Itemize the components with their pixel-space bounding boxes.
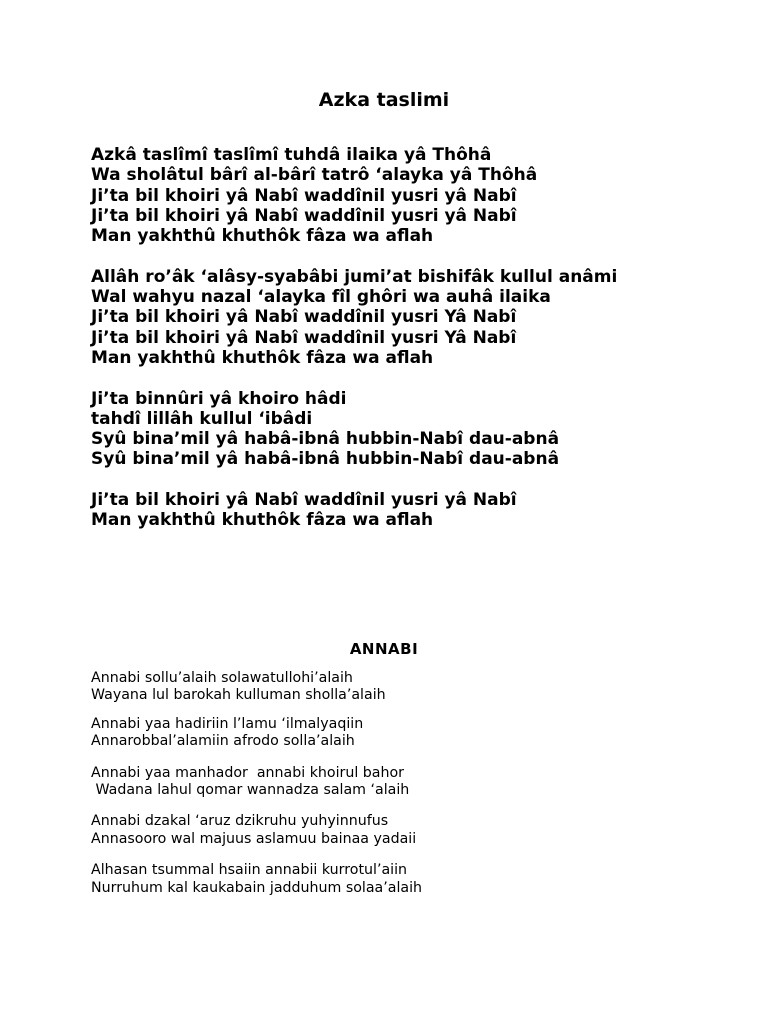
lyric-line: Ji’ta bil khoiri yâ Nabî waddînil yusri Yâ Nabî xyxy=(91,327,517,348)
stanza-5 xyxy=(91,862,681,897)
stanza-4 xyxy=(91,490,681,531)
lyric-line: Nurruhum kal kaukabain jadduhum solaa’alaih xyxy=(91,879,423,896)
stanza-1 xyxy=(91,145,681,246)
stanza-2 xyxy=(91,716,681,751)
lyric-line: Ji’ta binnûri yâ khoiro hâdi xyxy=(91,388,347,409)
lyric-line: Wal wahyu nazal ‘alayka fîl ghôri wa auhâ ilaika xyxy=(91,287,551,308)
stanza-3 xyxy=(91,389,681,470)
lyric-line: Annabi dzakal ‘aruz dzikruhu yuhyinnufus xyxy=(91,813,389,830)
lyric-line: Annabi sollu’alaih solawatullohi’alaih xyxy=(91,670,353,686)
lyric-line: tahdî lillâh kullul ‘ibâdi xyxy=(91,408,313,429)
lyric-line: Ji’ta bil khoiri yâ Nabî waddînil yusri Yâ Nabî xyxy=(91,307,517,328)
lyric-line: Ji’ta bil khoiri yâ Nabî waddînil yusri yâ Nabî xyxy=(91,205,517,226)
song-title-azka-taslimi: Azka taslimi xyxy=(318,89,450,111)
lyric-line: Ji’ta bil khoiri yâ Nabî waddînil yusri yâ Nabî xyxy=(91,185,517,206)
stanza-2 xyxy=(91,267,681,368)
lyric-line: Alhasan tsummal hsaiin annabii kurrotul’aiin xyxy=(91,862,408,879)
lyric-line: Annasooro wal majuus aslamuu bainaa yadaii xyxy=(91,830,417,847)
lyric-line: Syû bina’mil yâ habâ-ibnâ hubbin-Nabî dau-abnâ xyxy=(91,429,560,450)
song-title-annabi: ANNABI xyxy=(349,640,419,658)
song-lyrics-annabi xyxy=(91,670,681,897)
lyric-line: Man yakhthû khuthôk fâza wa aflah xyxy=(91,226,434,247)
stanza-3 xyxy=(91,765,681,800)
lyric-line: Azkâ taslîmî taslîmî tuhdâ ilaika yâ Thôhâ xyxy=(91,145,492,165)
stanza-4 xyxy=(91,813,681,848)
song-lyrics-azka-taslimi xyxy=(91,145,681,531)
lyric-line: Allâh ro’âk ‘alâsy-syabâbi jumi’at bishifâk kullul anâmi xyxy=(91,266,618,287)
lyric-line: Man yakhthû khuthôk fâza wa aflah xyxy=(91,347,434,368)
lyric-line: Syû bina’mil yâ habâ-ibnâ hubbin-Nabî dau-abnâ xyxy=(91,449,560,470)
lyric-line: Annabi yaa manhador annabi khoirul bahor xyxy=(91,764,405,781)
lyric-line: Annabi yaa hadiriin l’lamu ‘ilmalyaqiin xyxy=(91,715,364,732)
lyric-line: Wadana lahul qomar wannadza salam ‘alaih xyxy=(91,782,410,799)
lyric-line: Annarobbal’alamiin afrodo solla’alaih xyxy=(91,733,355,750)
lyric-line: Wayana lul barokah kulluman sholla’alaih xyxy=(91,687,386,704)
stanza-1 xyxy=(91,670,681,705)
lyric-line: Wa sholâtul bârî al-bârî tatrô ‘alayka yâ Thôhâ xyxy=(91,165,538,186)
lyric-line: Ji’ta bil khoiri yâ Nabî waddînil yusri yâ Nabî xyxy=(91,490,517,511)
lyric-line: Man yakhthû khuthôk fâza wa aflah xyxy=(91,510,434,531)
